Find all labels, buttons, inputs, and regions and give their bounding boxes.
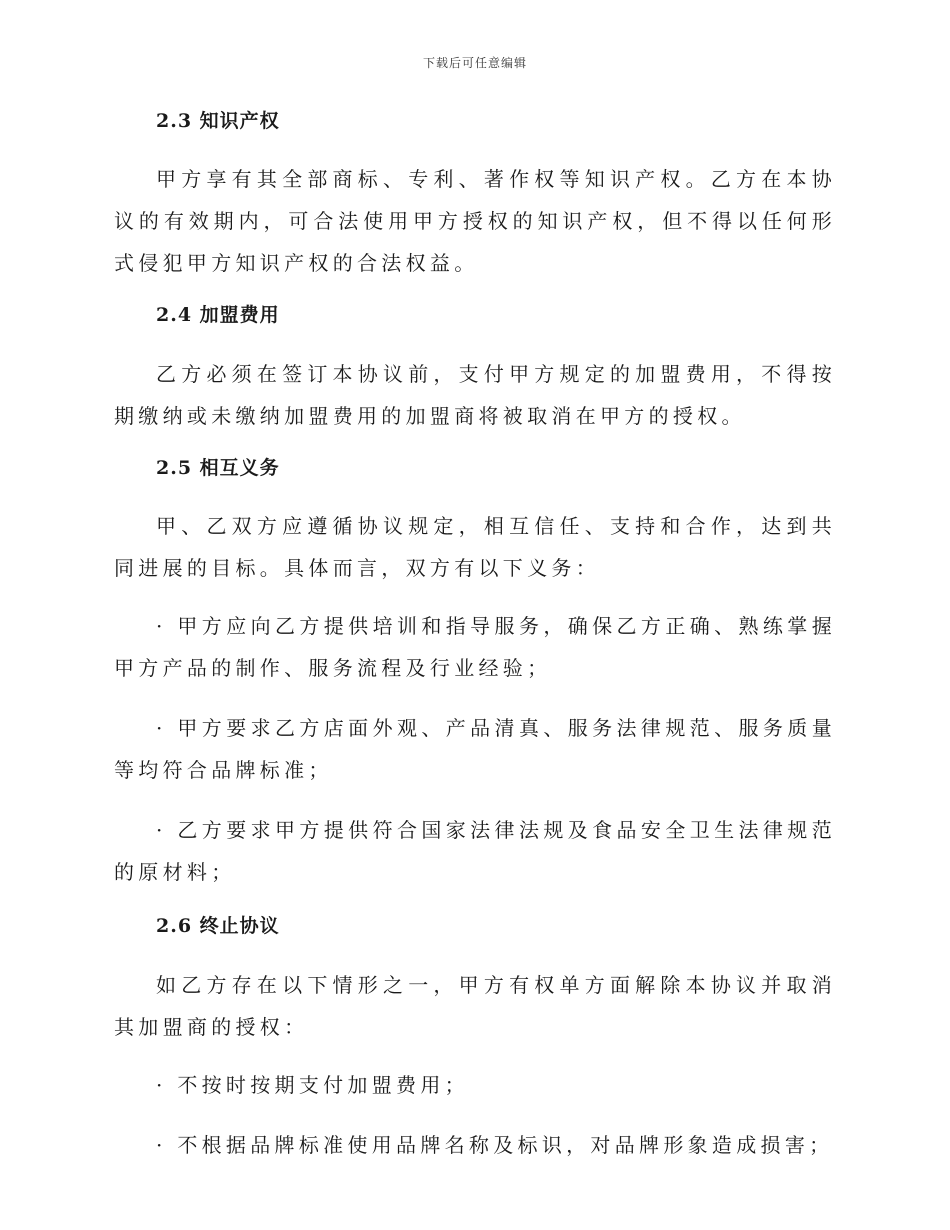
section-2-5-bullet-1: · 甲方应向乙方提供培训和指导服务，确保乙方正确、熟练掌握甲方产品的制作、服务流程及行业经验； bbox=[114, 614, 836, 681]
section-2-3-paragraph: 甲方享有其全部商标、专利、著作权等知识产权。乙方在本协议的有效期内，可合法使用甲方授权的知识产权，但不得以任何形式侵犯甲方知识产权的合法权益。 bbox=[114, 167, 836, 276]
section-2-5-bullet-2: · 甲方要求乙方店面外观、产品清真、服务法律规范、服务质量等均符合品牌标准； bbox=[114, 716, 836, 783]
section-2-4-paragraph: 乙方必须在签订本协议前，支付甲方规定的加盟费用，不得按期缴纳或未缴纳加盟费用的加盟商将被取消在甲方的授权。 bbox=[114, 361, 836, 428]
section-2-6-bullet-1: · 不按时按期支付加盟费用； bbox=[156, 1072, 469, 1097]
page-header: 下载后可任意编辑 bbox=[422, 56, 527, 70]
section-2-5-paragraph: 甲、乙双方应遵循协议规定，相互信任、支持和合作，达到共同进展的目标。具体而言，双方有以下义务： bbox=[114, 514, 836, 581]
section-2-6-bullet-2: · 不根据品牌标准使用品牌名称及标识，对品牌形象造成损害； bbox=[156, 1132, 834, 1157]
section-heading-2-5: 2.5 相互义务 bbox=[156, 456, 280, 479]
section-heading-2-6: 2.6 终止协议 bbox=[156, 915, 280, 938]
section-2-5-bullet-3: · 乙方要求甲方提供符合国家法律法规及食品安全卫生法律规范的原材料； bbox=[114, 818, 836, 885]
section-heading-2-4: 2.4 加盟费用 bbox=[156, 304, 280, 327]
document-body bbox=[114, 106, 836, 1184]
section-heading-2-3: 2.3 知识产权 bbox=[156, 110, 280, 132]
section-2-6-paragraph: 如乙方存在以下情形之一，甲方有权单方面解除本协议并取消其加盟商的授权： bbox=[114, 972, 836, 1039]
